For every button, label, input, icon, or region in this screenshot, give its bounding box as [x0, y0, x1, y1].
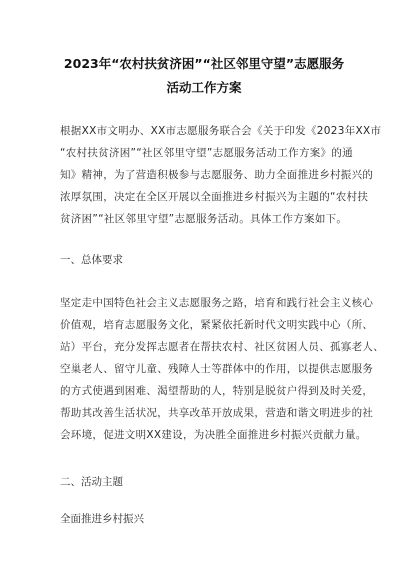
section-1-line: 坚定走中国特色社会主义志愿服务之路，培育和践行社会主义核心 — [60, 297, 374, 309]
intro-line: 知》精神，为了营造积极参与志愿服务、助力全面推进乡村振兴的 — [60, 169, 374, 181]
intro-line: 贫济困”“社区邻里守望”志愿服务活动。具体工作方案如下。 — [60, 213, 348, 225]
section-heading-overall-requirements: 一、总体要求 — [60, 254, 123, 266]
section-1-line: 帮助其改善生活状况，共享改革开放成果，营造和谐文明进步的社 — [60, 407, 374, 419]
intro-line: 浓厚氛围，决定在全区开展以全面推进乡村振兴为主题的“农村扶 — [60, 191, 369, 203]
document-title-line-2: 活动工作方案 — [166, 80, 242, 95]
section-heading-activity-theme: 二、活动主题 — [60, 476, 123, 488]
section-1-line: 价值观，培育志愿服务文化，紧紧依托新时代文明实践中心（所、 — [60, 319, 374, 331]
section-1-line: 的方式使遇到困难、渴望帮助的人，特别是脱贫户得到及时关爱， — [60, 385, 374, 397]
activity-theme-text: 全面推进乡村振兴 — [60, 513, 144, 525]
section-1-line: 空巢老人、留守儿童、残障人士等群体中的作用，以提供志愿服务 — [60, 363, 374, 375]
section-1-paragraph — [60, 292, 384, 446]
intro-line: “农村扶贫济困”“社区邻里守望”志愿服务活动工作方案》的通 — [60, 147, 353, 159]
document-title-line-1: 2023年“农村扶贫济困”“社区邻里守望”志愿服务 — [63, 56, 345, 71]
intro-paragraph — [60, 120, 382, 230]
section-1-line: 站）平台，充分发挥志愿者在帮扶农村、社区贫困人员、孤寡老人、 — [60, 341, 384, 353]
intro-line: 根据XX市文明办、XX市志愿服务联合会《关于印发《2023年XX市 — [60, 125, 382, 137]
section-1-line: 会环境，促进文明XX建设，为决胜全面推进乡村振兴贡献力量。 — [60, 429, 367, 441]
